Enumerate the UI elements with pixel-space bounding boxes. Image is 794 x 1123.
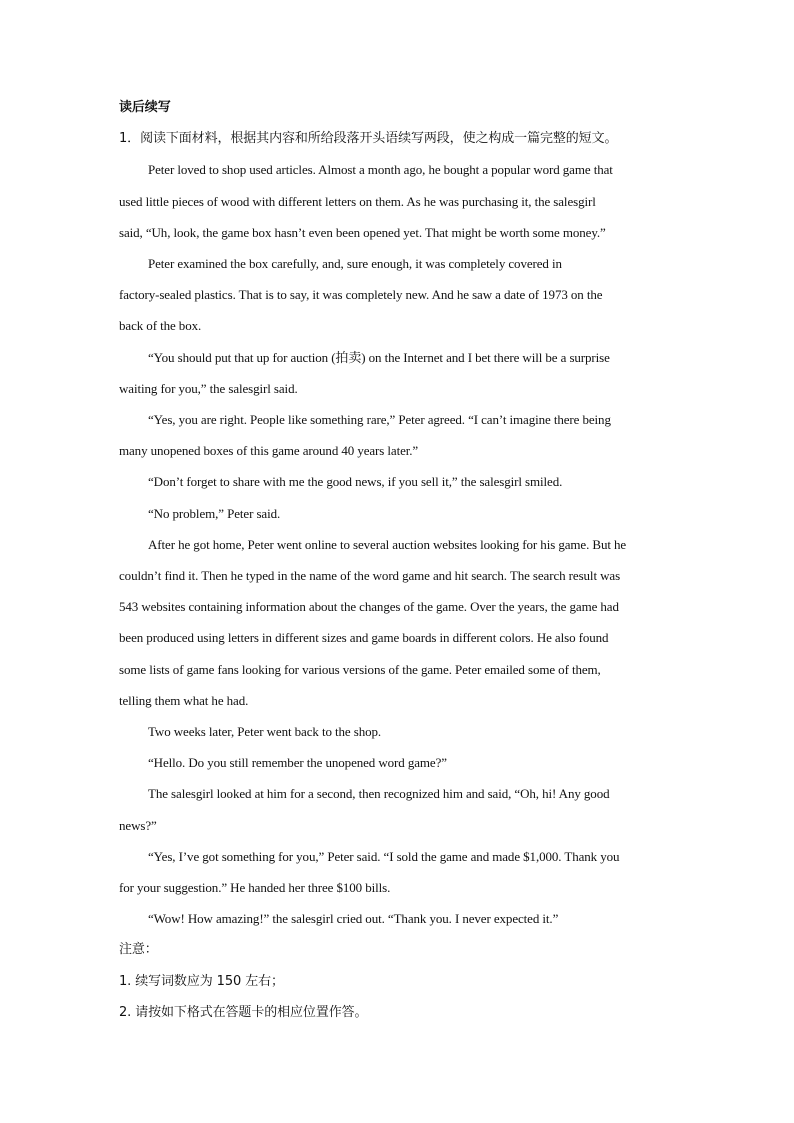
passage-line: “Don’t forget to share with me the good news, if you sell it,” the salesgirl smiled. [148, 474, 563, 490]
passage-line: factory-sealed plastics. That is to say, it was completely new. And he saw a date of 1973 on the [119, 287, 603, 303]
note-item-1: 1. 续写词数应为 150 左右； [119, 973, 284, 989]
passage-line: Two weeks later, Peter went back to the shop. [148, 724, 382, 740]
section-title: 读后续写 [119, 100, 171, 115]
passage-line: 543 websites containing information about the changes of the game. Over the years, the game had [119, 599, 619, 615]
passage-line: back of the box. [119, 318, 202, 334]
passage-line: telling them what he had. [119, 692, 249, 708]
document-page [119, 92, 679, 1028]
passage-line: many unopened boxes of this game around 40 years later.” [119, 443, 419, 459]
passage-line: used little pieces of wood with different letters on them. As he was purchasing it, the salesgirl [119, 193, 596, 209]
passage-line: The salesgirl looked at him for a second, then recognized him and said, “Oh, hi! Any good [148, 786, 610, 802]
passage-line: “Wow! How amazing!” the salesgirl cried out. “Thank you. I never expected it.” [148, 911, 559, 927]
story-passage [119, 154, 679, 934]
passage-line: for your suggestion.” He handed her three $100 bills. [119, 880, 391, 896]
passage-line: “No problem,” Peter said. [148, 505, 281, 521]
task-instruction: 1．阅读下面材料，根据其内容和所给段落开头语续写两段，使之构成一篇完整的短文。 [119, 131, 618, 147]
passage-line: “Hello. Do you still remember the unopened word game?” [148, 755, 447, 771]
passage-line: “You should put that up for auction (拍卖) on the Internet and I bet there will be a surprise [148, 349, 610, 365]
notes-title: 注意： [119, 942, 158, 958]
passage-line: waiting for you,” the salesgirl said. [119, 380, 298, 396]
passage-line: news?” [119, 817, 157, 833]
note-item-2: 2. 请按如下格式在答题卡的相应位置作答。 [119, 1004, 368, 1020]
passage-line: been produced using letters in different sizes and game boards in different colors. He also found [119, 630, 609, 646]
passage-line: After he got home, Peter went online to several auction websites looking for his game. But he [148, 536, 627, 552]
passage-line: some lists of game fans looking for various versions of the game. Peter emailed some of them, [119, 661, 601, 677]
passage-line: said, “Uh, look, the game box hasn’t even been opened yet. That might be worth some money.” [119, 224, 606, 240]
passage-line: Peter loved to shop used articles. Almost a month ago, he bought a popular word game that [148, 162, 613, 178]
passage-line: couldn’t find it. Then he typed in the name of the word game and hit search. The search result was [119, 568, 621, 584]
passage-line: “Yes, you are right. People like something rare,” Peter agreed. “I can’t imagine there being [148, 412, 611, 428]
passage-line: Peter examined the box carefully, and, sure enough, it was completely covered in [148, 256, 562, 272]
passage-line: “Yes, I’ve got something for you,” Peter said. “I sold the game and made $1,000. Thank you [148, 848, 620, 864]
